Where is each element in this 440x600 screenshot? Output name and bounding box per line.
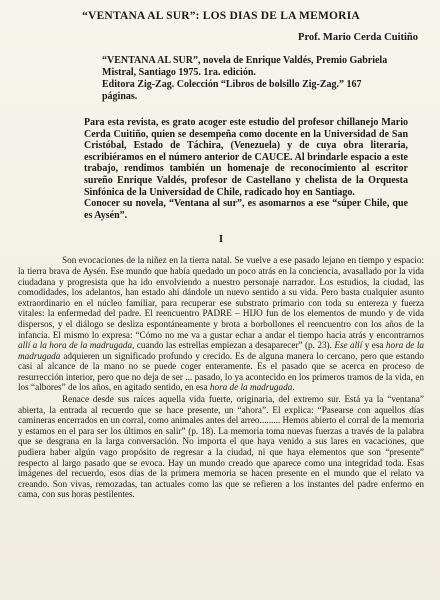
intro-paragraph: Para esta revista, es grato acoger este estudio del profesor chillanejo Mario Cerda Cuitiño, quien se desempeña como docente en la Universidad de San Cristóbal, Estado de Táchira, (Venezuela) y de cuya obra literaria, escribiéramos en el número anterior de CAUCE. Al brindarle espacio a este trabajo, rendimos también un homenaje de reconocimiento al escritor sureño Enrique Valdés, profesor de Castellano y chelista de la Orquesta Sinfónica de la Universidad de Chile, radicado hoy en Santiago. (84, 117, 408, 198)
body-text: Son evocaciones de la niñez en la tierra natal. Se vuelve a ese pasado lejano en tiempo y espacio: la tierra brava de Aysén. Ese mundo que había quedado un poco atrás en la conciencia, avasallado por la vida ciudadana y progresista que ha ido envolviendo a nuestro personaje narrador. Los estudios, la ciudad, las comodidades, los adelantos, han estado ahí dándole un nuevo sentido a su vida. Pero basta cualquier asunto extraordinario en el núcleo familiar, para recuperar ese substrato primario con toda su entereza y fuerza vitales: la enfermedad del padre. El reencuentro PADRE – HIJO fun de los elementos de mundo y de vida dispersos, y el diálogo se desliza espontáneamente y brota a borbollones el reencuentro con los años de la infancia. El mismo lo expresa: “Cómo no me va a gustar echar a andar el tiempo hacia atrás y encontrarnos (18, 255, 424, 340)
body-italic: allí a la hora de la madrugada, (18, 340, 135, 351)
intro-paragraph: Conocer su novela, “Ventana al sur”, es asomarnos a ese “súper Chile, que es Aysén”. (84, 198, 408, 221)
reference-line: Editora Zig-Zag. Colección “Libros de bolsillo Zig-Zag.” 167 páginas. (102, 79, 362, 102)
body-italic: hora de la madrugada (18, 340, 424, 361)
book-reference (102, 55, 398, 103)
body-text: adquieren un significado profundo y crecido. Es de alguna manera lo cercano, pero que estando casi al alcance de la mano no se puede coger enteramente. Es el pasado que se acerca en proceso de resurrección interior, pero que no deja de ser ... pasado, lo ya acontecido en los primeros tramos de la vida, en los “albores” de los años, en agitado sentido, en esa (18, 350, 424, 393)
body-text: y esa (362, 340, 386, 351)
editorial-intro (84, 117, 408, 221)
body-italic: Ese allí (334, 340, 363, 351)
reference-line: “VENTANA AL SUR”, novela de Enrique Valdés, Premio Gabriela Mistral, Santiago 1975. 1ra. edición. (102, 55, 388, 78)
article-body (18, 255, 424, 500)
article-title: “VENTANA AL SUR”: LOS DIAS DE LA MEMORIA (82, 10, 360, 22)
body-paragraph (18, 255, 424, 393)
article-author: Prof. Mario Cerda Cuitiño (298, 32, 418, 43)
body-italic: hora de la madrugada (209, 382, 293, 393)
body-text: cuando las estrellas empiezan a desaparecer” (p. 23). (134, 340, 335, 351)
body-paragraph: Renace desde sus raíces aquella vida fuerte, originaria, del extremo sur. Está ya la “ventana” abierta, la entrada al recuerdo que se hace presente, un “ahora”. El explica: “Pasearse con aquellos días camineras encerrados en un corral, como animales antes del arreo......... Hemos abierto el corral de la memoria y estamos en el para ser los últimos en salir” (p. 18). La memoria toma nuevas fuerzas a través de la palabra que se desgrana en la larga conversación. No importa el que haya venido a sus lares en vacaciones, que pudiera haber algún vago propósito de regresar a la ciudad, ni que haya elementos que son “presente” respecto al largo pasado que se evoca. Hay un mundo creado que aparece como una integridad toda. Esas imágenes del recuerdo, esos días de la primera memoria se hacen presente en el mundo que el relato va creando. Son vivas, remozadas, tan actuales como las que se refieren a los instantes del padre enfermo en cama, con sus horas pestilentes. (18, 394, 424, 500)
body-text: . (292, 382, 295, 393)
section-number: I (218, 233, 224, 246)
